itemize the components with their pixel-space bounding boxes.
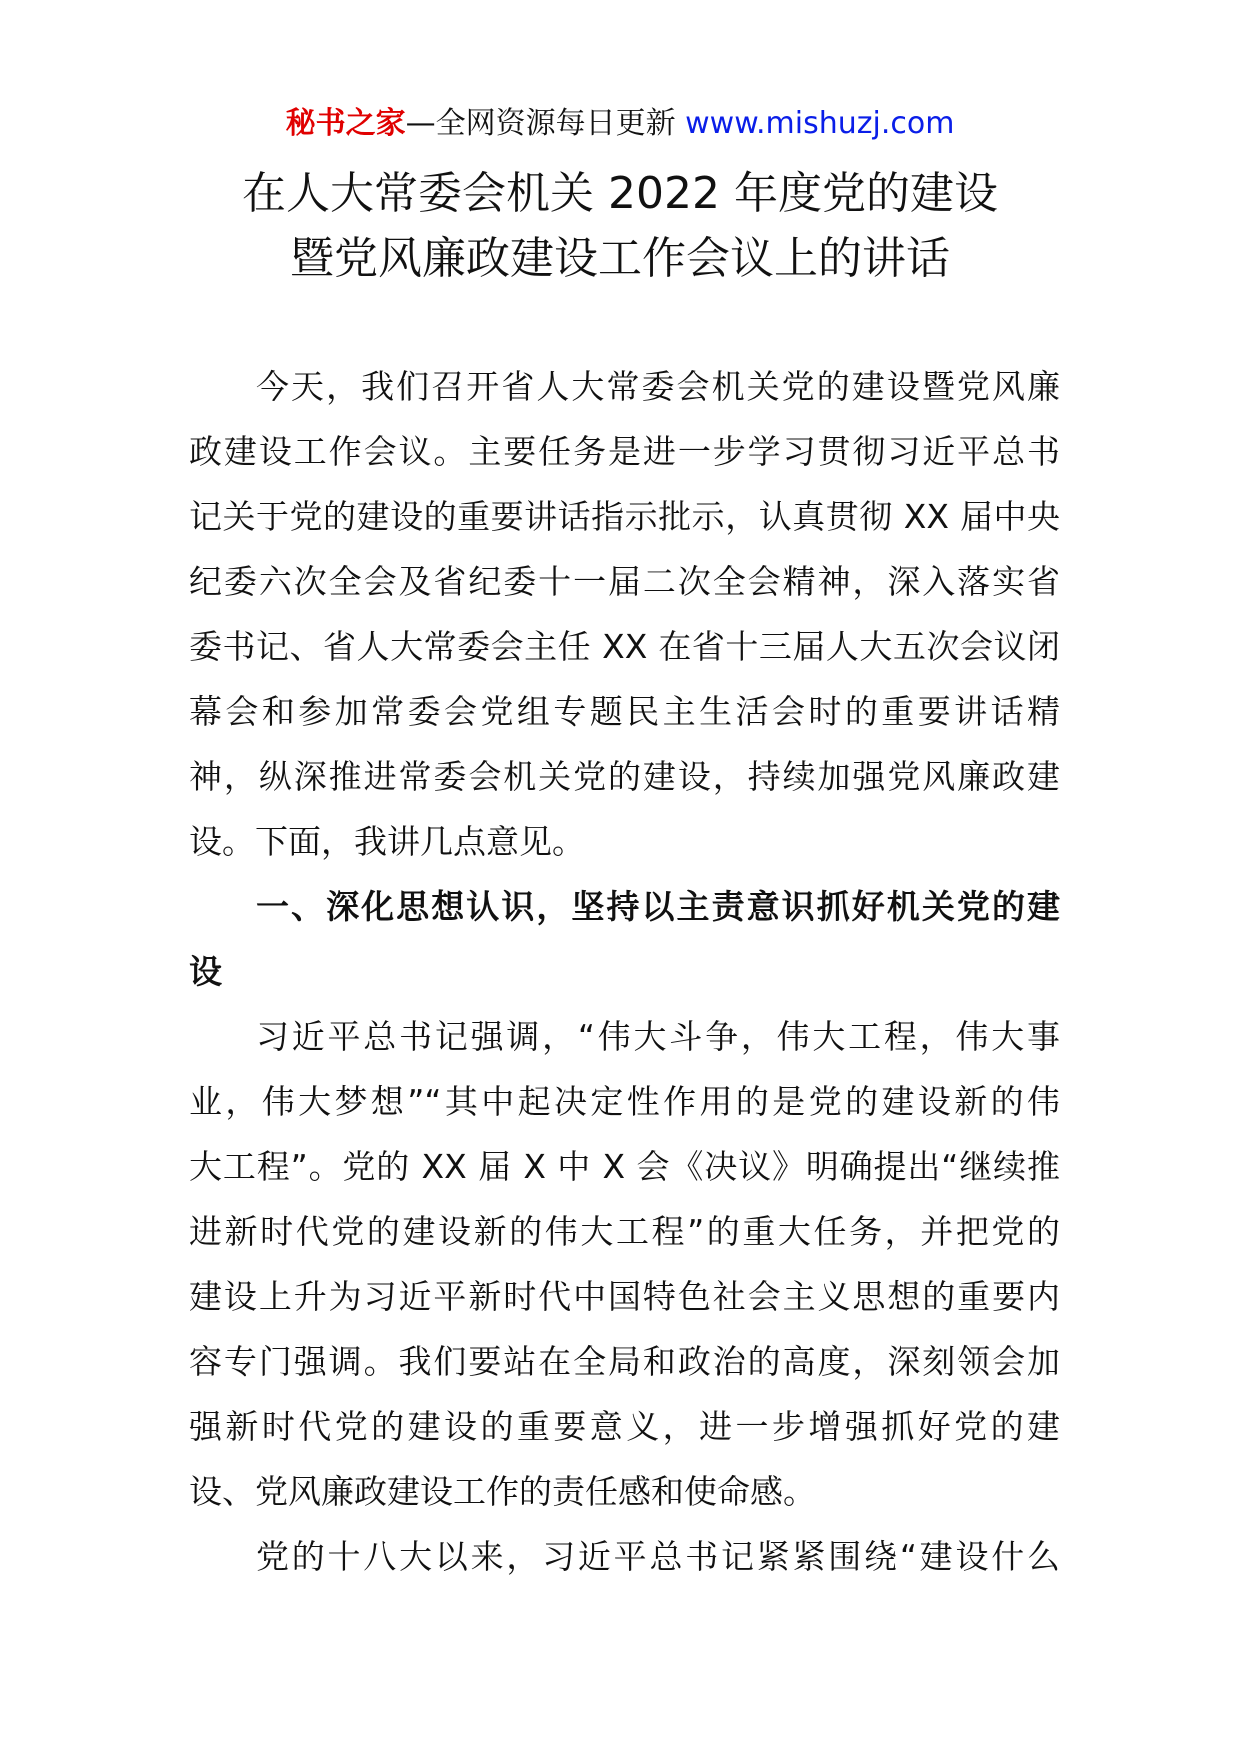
- banner-tagline: —全网资源每日更新: [405, 106, 686, 141]
- brand-name: 秘书之家: [285, 106, 406, 141]
- body-text-line: 纪委六次全会及省纪委十一届二次全会精神，深入落实省: [189, 562, 1060, 601]
- body-text-line: 设、党风廉政建设工作的责任感和使命感。: [189, 1472, 816, 1511]
- document-title-line-2: 暨党风廉政建设工作会议上的讲话: [290, 233, 950, 284]
- site-url-link[interactable]: www.mishuzj.com: [685, 106, 955, 141]
- body-text-line: 政建设工作会议。主要任务是进一步学习贯彻习近平总书: [189, 432, 1060, 471]
- body-text-line: 强新时代党的建设的重要意义，进一步增强抓好党的建: [189, 1407, 1060, 1446]
- section-heading-line: 一、深化思想认识，坚持以主责意识抓好机关党的建: [256, 887, 1060, 926]
- body-text-line: 幕会和参加常委会党组专题民主生活会时的重要讲话精: [189, 692, 1060, 731]
- body-text-line: 记关于党的建设的重要讲话指示批示，认真贯彻 XX 届中央: [189, 497, 1060, 536]
- body-text-line: 大工程”。党的 XX 届 X 中 X 会《决议》明确提出“继续推: [189, 1147, 1060, 1186]
- section-heading-line: 设: [189, 952, 222, 991]
- body-text-line: 今天，我们召开省人大常委会机关党的建设暨党风廉: [256, 367, 1060, 406]
- body-text-line: 进新时代党的建设新的伟大工程”的重大任务，并把党的: [189, 1212, 1060, 1251]
- body-text-line: 建设上升为习近平新时代中国特色社会主义思想的重要内: [189, 1277, 1060, 1316]
- site-banner: [0, 102, 1240, 146]
- body-text-line: 习近平总书记强调，“伟大斗争，伟大工程，伟大事: [256, 1017, 1060, 1056]
- body-text-line: 党的十八大以来，习近平总书记紧紧围绕“建设什么: [256, 1537, 1060, 1576]
- body-text-line: 容专门强调。我们要站在全局和政治的高度，深刻领会加: [189, 1342, 1060, 1381]
- body-text-line: 神，纵深推进常委会机关党的建设，持续加强党风廉政建: [189, 757, 1060, 796]
- body-text-line: 设。下面，我讲几点意见。: [189, 822, 585, 861]
- body-text-line: 委书记、省人大常委会主任 XX 在省十三届人大五次会议闭: [189, 627, 1060, 666]
- body-text-line: 业，伟大梦想”“其中起决定性作用的是党的建设新的伟: [189, 1082, 1060, 1121]
- document-title-line-1: 在人大常委会机关 2022 年度党的建设: [242, 168, 998, 219]
- document-body: [189, 354, 1060, 1589]
